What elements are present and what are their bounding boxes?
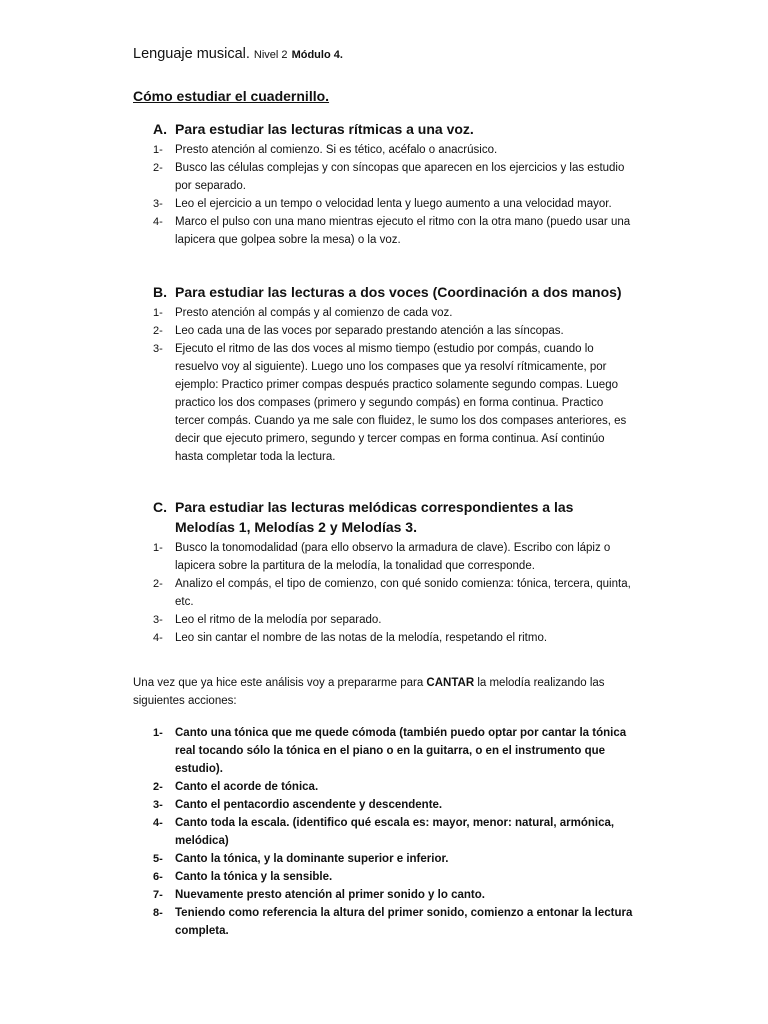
section-heading-text: Para estudiar las lecturas a dos voces (Coordinación a dos manos) <box>175 284 622 300</box>
section-heading-text: Para estudiar las lecturas rítmicas a una voz. <box>175 121 474 137</box>
item-number: 2- <box>153 578 163 590</box>
item-text: Presto atención al compás y al comienzo de cada voz. <box>175 307 453 319</box>
section-heading <box>153 119 633 139</box>
item-number: 5- <box>153 853 163 865</box>
section-list <box>0 304 768 466</box>
item-number: 1- <box>153 307 163 319</box>
list-item <box>153 814 635 850</box>
item-number: 3- <box>153 343 163 355</box>
singing-steps <box>0 722 768 940</box>
section-list <box>0 539 768 647</box>
header-level: Nivel 2 <box>253 49 288 61</box>
item-text: Ejecuto el ritmo de las dos voces al mismo tiempo (estudio por compás, cuando lo resuelvo voy al siguiente). Luego uno los compases que ya resolví rítmicamente, por ejemplo: Practico primer compas después practico solamente segundo compas. Luego practico los dos compases (primero y segundo compás) en forma continua. Practico tercer compás. Cuando ya me sale con fluidez, le sumo los dos compases anteriores, es decir que ejecuto primero, segundo y tercer compas en forma continua. Así continúo hasta completar toda la lectura. <box>175 343 627 463</box>
list-item <box>153 611 635 629</box>
section-letter: B. <box>153 284 167 300</box>
item-number: 6- <box>153 871 163 883</box>
item-text: Canto una tónica que me quede cómoda (también puedo optar por cantar la tónica real tocando sólo la tónica en el piano o en la guitarra, o en el instrumento que estudio). <box>175 727 627 775</box>
list-item <box>153 213 635 249</box>
list-item <box>153 141 635 159</box>
item-text: Canto el pentacordio ascendente y descendente. <box>175 799 443 811</box>
item-number: 3- <box>153 614 163 626</box>
paragraph-emphasis: CANTAR <box>426 677 475 689</box>
item-text: Busco la tonomodalidad (para ello observo la armadura de clave). Escribo con lápiz o lapicera sobre la partitura de la melodía, la tonalidad que corresponde. <box>175 542 611 572</box>
section-a <box>0 119 768 249</box>
item-text: Busco las células complejas y con síncopas que aparecen en los ejercicios y las estudio por separado. <box>175 162 625 192</box>
list-item <box>153 904 635 940</box>
list-item <box>153 195 635 213</box>
section-letter: A. <box>153 121 167 137</box>
list-item <box>153 778 635 796</box>
section-b <box>0 282 768 466</box>
paragraph-text-after: la melodía realizando las siguientes acciones: <box>133 677 605 707</box>
intro-paragraph <box>133 674 633 710</box>
item-number: 2- <box>153 162 163 174</box>
item-number: 8- <box>153 907 163 919</box>
item-text: Analizo el compás, el tipo de comienzo, con qué sonido comienza: tónica, tercera, quinta, etc. <box>175 578 631 608</box>
singing-steps-list <box>0 724 768 940</box>
item-text: Presto atención al comienzo. Si es tético, acéfalo o anacrúsico. <box>175 144 498 156</box>
section-heading <box>153 497 633 537</box>
section-heading-text: Para estudiar las lecturas melódicas correspondientes a las Melodías 1, Melodías 2 y Melodías 3. <box>175 499 574 535</box>
section-heading <box>153 282 633 302</box>
item-number: 2- <box>153 781 163 793</box>
item-number: 3- <box>153 799 163 811</box>
document-title: Cómo estudiar el cuadernillo. <box>133 88 330 104</box>
list-item <box>153 575 635 611</box>
list-item <box>153 340 635 466</box>
section-letter: C. <box>153 499 167 515</box>
list-item <box>153 868 635 886</box>
item-text: Leo el ritmo de la melodía por separado. <box>175 614 382 626</box>
list-item <box>153 886 635 904</box>
paragraph-text-before: Una vez que ya hice este análisis voy a prepararme para <box>133 677 427 689</box>
item-text: Marco el pulso con una mano mientras ejecuto el ritmo con la otra mano (puedo usar una lapicera que golpea sobre la mesa) o la voz. <box>175 216 631 246</box>
header-module: Módulo 4. <box>291 49 343 61</box>
item-number: 4- <box>153 817 163 829</box>
list-item <box>153 304 635 322</box>
item-text: Leo cada una de las voces por separado prestando atención a las síncopas. <box>175 325 564 337</box>
list-item <box>153 629 635 647</box>
section-c <box>0 497 768 647</box>
item-number: 4- <box>153 632 163 644</box>
section-list <box>0 141 768 249</box>
item-number: 7- <box>153 889 163 901</box>
item-number: 1- <box>153 542 163 554</box>
item-text: Leo sin cantar el nombre de las notas de la melodía, respetando el ritmo. <box>175 632 548 644</box>
item-number: 1- <box>153 144 163 156</box>
item-text: Teniendo como referencia la altura del primer sonido, comienzo a entonar la lectura completa. <box>175 907 633 937</box>
item-text: Nuevamente presto atención al primer sonido y lo canto. <box>175 889 485 901</box>
list-item <box>153 539 635 575</box>
item-number: 4- <box>153 216 163 228</box>
item-text: Canto toda la escala. (identifico qué escala es: mayor, menor: natural, armónica, melódica) <box>175 817 615 847</box>
list-item <box>153 159 635 195</box>
list-item <box>153 724 635 778</box>
list-item <box>153 850 635 868</box>
header-subject: Lenguaje musical. <box>133 46 250 62</box>
item-text: Canto el acorde de tónica. <box>175 781 319 793</box>
item-text: Canto la tónica, y la dominante superior e inferior. <box>175 853 449 865</box>
document-header <box>133 46 343 62</box>
item-number: 3- <box>153 198 163 210</box>
item-text: Canto la tónica y la sensible. <box>175 871 333 883</box>
list-item <box>153 796 635 814</box>
list-item <box>153 322 635 340</box>
item-text: Leo el ejercicio a un tempo o velocidad lenta y luego aumento a una velocidad mayor. <box>175 198 612 210</box>
item-number: 2- <box>153 325 163 337</box>
item-number: 1- <box>153 727 163 739</box>
